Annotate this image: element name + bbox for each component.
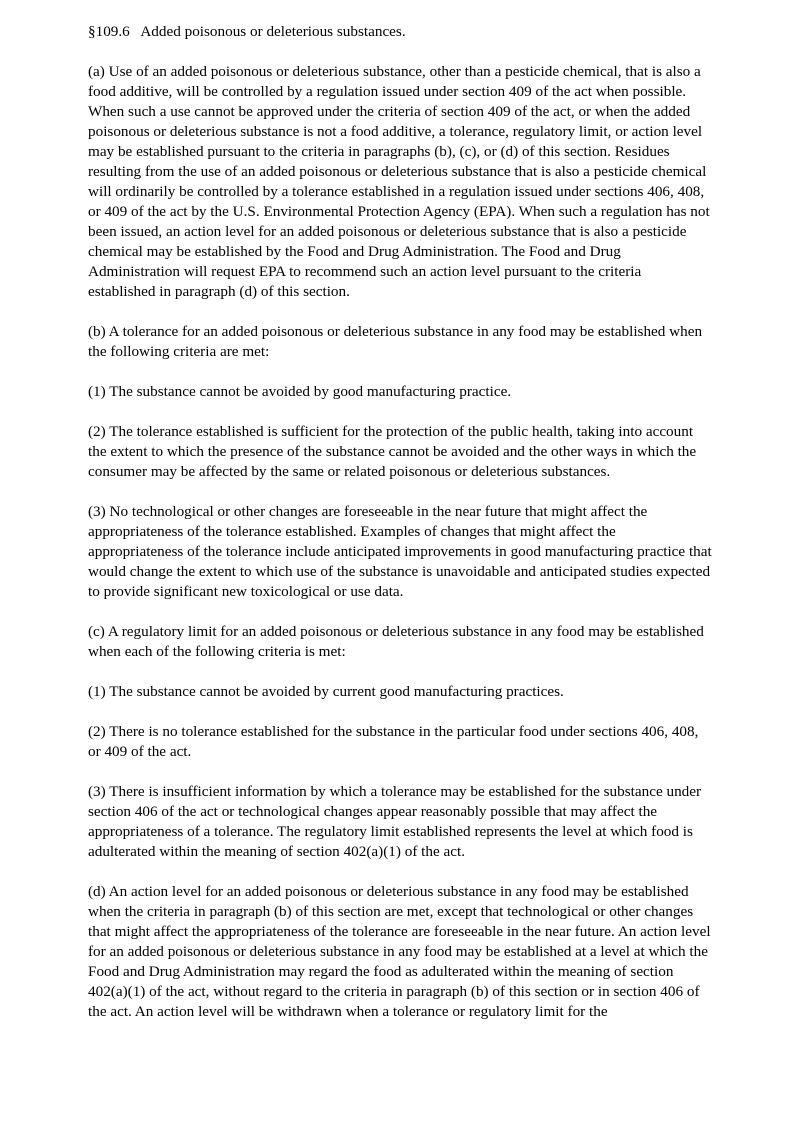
paragraph-b: (b) A tolerance for an added poisonous or deleterious substance in any food may be established when the following criteria are met: (88, 323, 703, 360)
paragraph-c-1: (1) The substance cannot be avoided by current good manufacturing practices. (88, 683, 564, 700)
section-heading: §109.6 Added poisonous or deleterious substances. (88, 23, 406, 40)
paragraph-c: (c) A regulatory limit for an added poisonous or deleterious substance in any food may be established when each of the following criteria is met: (88, 623, 704, 660)
paragraph-c-2: (2) There is no tolerance established for the substance in the particular food under sections 406, 408, or 409 of the act. (88, 723, 699, 760)
paragraph-b-3: (3) No technological or other changes are foreseeable in the near future that might affect the appropriateness of the tolerance established. Examples of changes that might affect the appropriateness of the tolerance include anticipated improvements in good manufacturing practice that would change the extent to which use of the substance is unavoidable and anticipated studies expected to provide significant new toxicological or use data. (88, 503, 712, 600)
paragraph-d: (d) An action level for an added poisonous or deleterious substance in any food may be established when the criteria in paragraph (b) of this section are met, except that technological or other changes that might affect the appropriateness of the tolerance are foreseeable in the near future. An action level for an added poisonous or deleterious substance in any food may be established at a level at which the Food and Drug Administration may regard the food as adulterated within the meaning of section 402(a)(1) of the act, without regard to the criteria in paragraph (b) of this section or in section 406 of the act. An action level will be withdrawn when a tolerance or regulatory limit for the (88, 883, 711, 1020)
paragraph-a: (a) Use of an added poisonous or deleterious substance, other than a pesticide chemical, that is also a food additive, will be controlled by a regulation issued under section 409 of the act when possible. When such a use cannot be approved under the criteria of section 409 of the act, or when the added poisonous or deleterious substance is not a food additive, a tolerance, regulatory limit, or action level may be established pursuant to the criteria in paragraphs (b), (c), or (d) of this section. Residues resulting from the use of an added poisonous or deleterious substance that is also a pesticide chemical will ordinarily be controlled by a tolerance established in a regulation issued under sections 406, 408, or 409 of the act by the U.S. Environmental Protection Agency (EPA). When such a regulation has not been issued, an action level for an added poisonous or deleterious substance that is also a pesticide chemical may be established by the Food and Drug Administration. The Food and Drug Administration will request EPA to recommend such an action level pursuant to the criteria established in paragraph (d) of this section. (88, 63, 710, 300)
paragraph-b-2: (2) The tolerance established is sufficient for the protection of the public health, taking into account the extent to which the presence of the substance cannot be avoided and the other ways in which the consumer may be affected by the same or related poisonous or deleterious substances. (88, 423, 697, 480)
paragraph-c-3: (3) There is insufficient information by which a tolerance may be established for the substance under section 406 of the act or technological changes appear reasonably possible that may affect the appropriateness of a tolerance. The regulatory limit established represents the level at which food is adulterated within the meaning of section 402(a)(1) of the act. (88, 783, 702, 860)
document-page (88, 22, 712, 1042)
paragraph-b-1: (1) The substance cannot be avoided by good manufacturing practice. (88, 383, 512, 400)
